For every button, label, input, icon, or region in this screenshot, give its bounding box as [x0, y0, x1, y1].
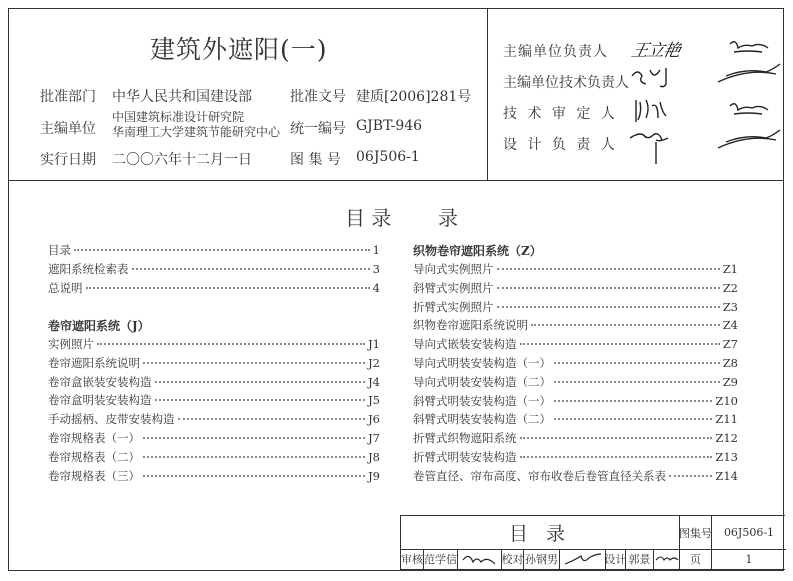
check-label: 校对	[501, 549, 523, 569]
toc-entry[interactable]	[413, 336, 738, 354]
toc-entry-label: 导向式明装安装构造（二）	[413, 374, 551, 389]
toc-entry-label: 折臂式织物遮阳系统	[413, 431, 517, 446]
checker: 孙钢男	[523, 549, 559, 569]
leader-dots	[669, 475, 712, 477]
leader-dots	[86, 287, 370, 289]
editor-unit-1: 中国建筑标准设计研究院	[112, 110, 245, 124]
toc-entry[interactable]	[413, 280, 738, 298]
leader-dots	[520, 343, 720, 345]
toc-entry-label: 导向式明装安装构造（一）	[413, 356, 551, 370]
toc-entry-page: J4	[368, 374, 380, 389]
leader-dots	[97, 343, 365, 345]
toc-entry-page: Z12	[715, 431, 738, 446]
leader-dots	[178, 418, 366, 420]
toc-entry[interactable]	[413, 317, 738, 335]
leader-dots	[520, 437, 713, 439]
approval-doc: 建质[2006]281号	[356, 89, 472, 105]
toc-entry-label: 折臂式明装安装构造	[413, 450, 517, 464]
toc-entry[interactable]	[48, 411, 380, 429]
atlas-no: 06J506-1	[356, 149, 420, 165]
leader-dots	[497, 287, 720, 289]
approval-doc-label: 批准文号	[290, 89, 346, 105]
toc-entry[interactable]	[413, 393, 738, 411]
checker-signature	[559, 549, 605, 569]
toc-entry-page: J5	[368, 393, 380, 408]
toc-entry-label: 卷帘规格表（一）	[48, 431, 140, 445]
toc-entry-page: J7	[368, 431, 380, 445]
toc-entry-page: Z14	[715, 468, 738, 483]
leader-dots	[155, 399, 366, 401]
toc-entry-page: Z13	[715, 450, 738, 464]
reviewer-signature	[457, 549, 501, 569]
leader-dots	[554, 362, 720, 364]
atlas-no-label: 图 集 号	[290, 152, 341, 168]
approval-dept: 中华人民共和国建设部	[112, 89, 252, 105]
reviewer: 范学信	[423, 549, 457, 569]
toc-entry-page: Z8	[722, 356, 738, 370]
leader-dots	[531, 324, 720, 326]
toc-entry[interactable]	[48, 374, 380, 392]
toc-entry[interactable]	[413, 355, 738, 373]
page-number: 1	[711, 549, 786, 569]
toc-entry-page: Z3	[722, 299, 738, 314]
toc-entry[interactable]	[48, 468, 380, 486]
leader-dots	[554, 381, 720, 383]
divider	[8, 180, 784, 181]
toc-entry-page: J2	[368, 355, 380, 370]
signature-name: 王立艳	[629, 41, 682, 61]
toc-entry[interactable]	[48, 392, 380, 410]
toc-entry-label: 导向式实例照片	[413, 262, 494, 276]
toc-entry-page: Z4	[722, 318, 738, 333]
toc-entry[interactable]	[413, 299, 738, 317]
toc-entry-page: Z1	[722, 262, 738, 276]
toc-entry[interactable]	[413, 449, 738, 467]
unified-no: GJBT-946	[356, 118, 423, 134]
signature-role: 主编单位技术负责人	[503, 75, 629, 91]
designer: 郭景	[625, 549, 653, 569]
page-label: 页	[679, 549, 711, 569]
toc-entry[interactable]	[413, 374, 738, 392]
section-title-z: 织物卷帘遮阳系统（Z）	[413, 244, 542, 258]
approval-dept-label: 批准部门	[40, 89, 96, 105]
toc-entry-label: 卷帘规格表（三）	[48, 468, 140, 483]
unified-no-label: 统一编号	[290, 121, 346, 137]
leader-dots	[143, 362, 365, 364]
leader-dots	[143, 456, 365, 458]
toc-entry-label: 斜臂式明装安装构造（二）	[413, 412, 551, 427]
atlas-no: 06J506-1	[711, 516, 786, 549]
toc-entry[interactable]	[413, 261, 738, 279]
toc-entry-label: 遮阳系统检索表	[48, 262, 129, 276]
handwritten-signatures	[630, 30, 790, 170]
signature-role: 主编单位负责人	[503, 44, 608, 60]
toc-entry[interactable]	[48, 430, 380, 448]
toc-title: 目 录	[345, 206, 392, 230]
leader-dots	[554, 400, 712, 402]
toc-entry-label: 卷帘盒明装安装构造	[48, 393, 152, 408]
signature-role: 设 计 负 责 人	[503, 137, 616, 153]
toc-entry-label: 总说明	[48, 281, 83, 295]
leader-dots	[155, 381, 366, 383]
toc-entry-page: J1	[368, 337, 380, 351]
toc-entry-label: 斜臂式明装安装构造（一）	[413, 393, 551, 408]
toc-entry-label: 织物卷帘遮阳系统说明	[413, 318, 528, 333]
title-block-name: 目 录	[508, 523, 572, 545]
toc-entry-label: 折臂式实例照片	[413, 299, 494, 314]
editor-unit-label: 主编单位	[40, 121, 96, 137]
toc-entry-label: 卷管直径、帘布高度、帘布收卷后卷管直径关系表	[413, 468, 666, 483]
toc-entry[interactable]	[413, 411, 738, 429]
effective-date: 二〇〇六年十二月一日	[112, 152, 252, 168]
toc-entry[interactable]	[48, 261, 380, 279]
toc-entry[interactable]	[48, 355, 380, 373]
toc-entry-page: Z2	[722, 280, 738, 295]
toc-entry-label: 导向式嵌装安装构造	[413, 337, 517, 352]
toc-entry-page: 1	[372, 243, 380, 257]
toc-entry-page: Z11	[715, 412, 738, 427]
leader-dots	[143, 475, 365, 477]
signature-role: 技 术 审 定 人	[503, 106, 616, 122]
leader-dots	[74, 249, 370, 251]
toc-entry[interactable]	[413, 430, 738, 448]
leader-dots	[143, 437, 365, 439]
toc-entry[interactable]	[48, 449, 380, 467]
toc-entry[interactable]	[413, 468, 738, 486]
toc-entry-page: J6	[368, 412, 380, 427]
toc-entry-label: 卷帘规格表（二）	[48, 449, 140, 464]
toc-entry-label: 手动摇柄、皮带安装构造	[48, 412, 175, 427]
toc-entry-label: 斜臂式实例照片	[413, 280, 494, 295]
toc-entry-page: 3	[372, 262, 380, 276]
toc-entry-label: 实例照片	[48, 337, 94, 351]
leader-dots	[497, 306, 720, 308]
atlas-no-label: 图集号	[679, 516, 711, 549]
review-label: 审核	[401, 553, 423, 566]
toc-entry[interactable]	[48, 336, 380, 354]
editor-unit-2: 华南理工大学建筑节能研究中心	[112, 125, 281, 139]
leader-dots	[497, 268, 720, 270]
toc-entry-page: Z9	[722, 374, 738, 389]
effective-date-label: 实行日期	[40, 152, 96, 168]
designer-signature	[653, 549, 679, 569]
toc-entry-label: 卷帘盒嵌装安装构造	[48, 374, 152, 389]
leader-dots	[132, 268, 370, 270]
toc-entry-page: J8	[368, 449, 380, 464]
toc-entry-label: 卷帘遮阳系统说明	[48, 355, 140, 370]
toc-entry[interactable]	[48, 280, 380, 298]
toc-entry-page: Z7	[722, 337, 738, 352]
atlas-title: 建筑外遮阳(一)	[150, 35, 328, 64]
toc-entry-page: J9	[368, 468, 380, 483]
leader-dots	[554, 418, 712, 420]
leader-dots	[520, 456, 713, 458]
section-title-j: 卷帘遮阳系统（J）	[48, 319, 150, 333]
title-block	[400, 515, 785, 570]
toc-title-2: 录	[438, 206, 458, 230]
toc-entry-page: 4	[372, 281, 380, 295]
toc-entry-page: Z10	[715, 393, 738, 408]
design-label: 设计	[605, 549, 625, 569]
divider	[487, 8, 488, 180]
toc-entry[interactable]	[48, 242, 380, 260]
toc-entry-label: 目录	[48, 243, 71, 257]
